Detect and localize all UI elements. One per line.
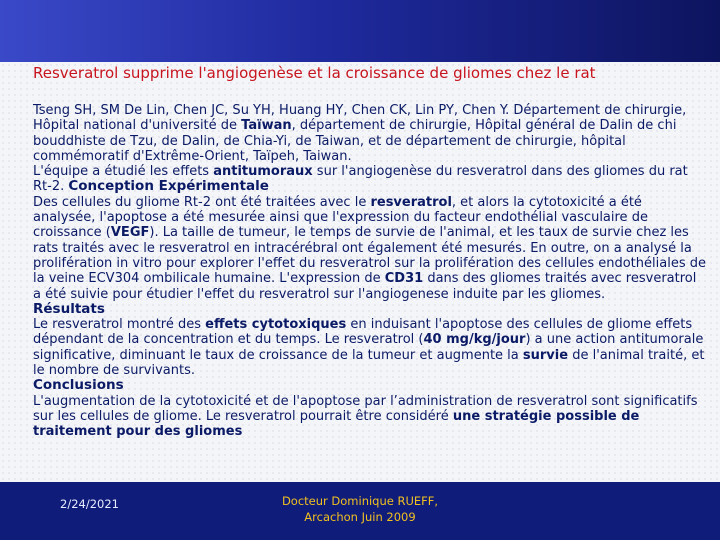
aim-end-text: sur l'angiogenèse du resveratrol dans des gliomes du rat Rt-2. [33,164,688,195]
footer-author-line-1: Docteur Dominique RUEFF, [281,494,439,508]
conclusions-text: L'augmentation de la cytotoxicité et de l'apoptose par l’administration de resveratrol sont significatifs sur les cellules de gliome. Le resveratrol pourrait être considéré [33,393,698,424]
footer-date: 2/24/2021 [60,497,119,511]
design-text-2: , et alors la cytotoxicité a été analysée, l'apoptose a été mesurée ainsi que l'expression du facteur endothélial vasculaire de croissance ( [33,194,648,241]
authors-text: Tseng SH, SM De Lin, Chen JC, Su YH, Huang HY, Chen CK, Lin PY, Chen Y. Département de chirurgie, Hôpital national d'université de [33,103,687,134]
results-text-3: ) a une action antitumorale significative, diminuant le taux de croissance de la tumeur et augmente la [33,332,704,363]
top-banner [0,0,720,62]
results-text-2: en induisant l'apoptose des cellules de gliome effets dépendant de la concentration et du temps. Le resveratrol ( [33,317,693,348]
design-bold-1: resveratrol [370,194,452,210]
affiliation-text: , département de chirurgie, Hôpital général de Dalin de chi bouddhiste de Tzu, de Dalin, de Chia-Yi, de Taiwan, et de département de chirurgie, hôpital commémoratif d'Extrême-Orient, Taïpeh, Taiwan. [33,118,677,164]
conclusions-paragraph [33,394,707,440]
conclusions-bold: une stratégie possible de traitement pour des gliomes [33,408,640,440]
aim-text: L'équipe a étudié les effets [33,164,214,180]
design-bold-3: CD31 [384,271,424,287]
results-bold-3: survie [522,347,569,363]
results-bold-2: 40 mg/kg/jour [423,332,526,348]
design-heading: Conception Expérimentale [68,178,269,195]
design-paragraph [33,195,707,302]
design-text-4: dans des gliomes traités avec resveratrol a été suivie pour étudier l'effet du resveratrol sur l'angiogenese induite par les gliomes. [33,271,697,302]
footer-author-line-2: Arcachon Juin 2009 [304,510,416,524]
design-text-1: Des cellules du gliome Rt-2 ont été traitées avec le [33,194,371,210]
results-text-4: de l'animal traité, et le nombre de survivants. [33,347,705,379]
results-bold-1: effets cytotoxiques [205,317,347,333]
design-text-3: ). La taille de tumeur, le temps de survie de l'animal, et les taux de survie chez les rats traités avec le resveratrol en intracérébral ont également été mesurés. En outre, on a analysé la prolifération in vitro pour explorer l'effet du resveratrol sur la prolifération des cellules endothéliales de la veine ECV304 ombilicale humaine. L'expression de [33,225,706,287]
authors-bold: Taïwan [241,118,292,134]
slide-title: Resveratrol supprime l'angiogenèse et la croissance de gliomes chez le rat [33,64,596,82]
aim-paragraph [33,164,707,195]
aim-bold: antitumoraux [213,164,313,180]
design-bold-2: VEGF [110,225,150,241]
authors-paragraph [33,103,707,164]
results-text-1: Le resveratrol montré des [33,317,206,333]
footer-author [240,493,480,525]
results-heading: Résultats [33,300,105,317]
slide-content [33,103,707,440]
conclusions-heading: Conclusions [33,377,124,394]
results-paragraph [33,317,707,378]
